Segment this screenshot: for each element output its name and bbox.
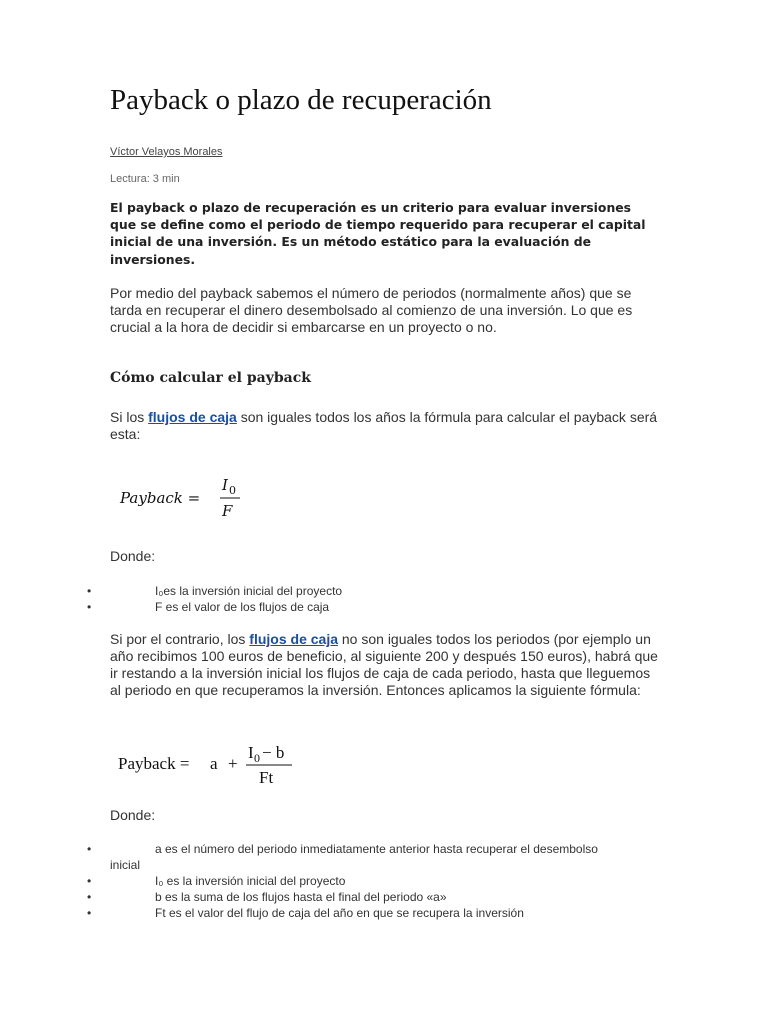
reading-time: Lectura: 3 min (110, 173, 180, 185)
lead-paragraph: El payback o plazo de recuperación es un criterio para evaluar inversiones que se define como el periodo de tiempo requerido para recuperar el capital inicial de una inversión. Es un método estático para la evaluación de inversiones. (110, 200, 646, 267)
list-item-text: F es el valor de los flujos de caja (155, 600, 330, 614)
definitions-list-2 (0, 841, 768, 921)
formula-a: a (210, 754, 218, 773)
list-item (0, 841, 768, 873)
formula-denominator: F (222, 502, 233, 520)
author-link[interactable]: Víctor Velayos Morales (110, 146, 223, 158)
cash-flow-link[interactable]: flujos de caja (249, 631, 338, 647)
list-item (0, 583, 768, 599)
list-item-text: Ft es el valor del flujo de caja del año en que se recupera la inversión (155, 906, 524, 920)
list-item (0, 889, 768, 905)
list-item-text: b es la suma de los flujos hasta el final del periodo «a» (155, 890, 447, 904)
list-item-text: a es el número del periodo inmediatamente anterior hasta recuperar el desembolso inicial (110, 842, 598, 872)
formula-label: Payback = (118, 754, 190, 773)
formula-numerator-sub: 0 (229, 484, 236, 497)
payback-formula-simple (118, 470, 248, 526)
formula-numerator: I (248, 743, 254, 762)
bullet-icon: • (87, 890, 92, 904)
intro-paragraph: Por medio del payback sabemos el número de periodos (normalmente años) que se tarda en recuperar el dinero desembolsado al comienzo de una inversión. Lo que es crucial a la hora de decidir si embarcarse en un proyecto o no. (110, 285, 633, 335)
list-item (0, 599, 768, 615)
paragraph-text: Si por el contrario, los (110, 631, 250, 647)
formula-numerator-rest: − b (262, 743, 285, 762)
formula-numerator: I (222, 476, 228, 494)
article-title: Payback o plazo de recuperación (110, 84, 492, 116)
formula-denominator: Ft (259, 768, 274, 787)
bullet-icon: • (87, 600, 92, 614)
bullet-icon: • (87, 842, 92, 856)
paragraph-text: no son iguales todos los periodos (por ejemplo un año recibimos 100 euros de beneficio, al siguiente 200 y después 150 euros), habrá que ir restando a la inversión inicial los flujos de caja de cada periodo, hasta que lleguemos al periodo en que recuperamos la inversión. Entonces aplicamos la siguiente fórmula: (110, 631, 658, 698)
list-item (0, 905, 768, 921)
list-item (0, 873, 768, 889)
payback-formula-general (116, 738, 316, 794)
donde-label: Donde: (110, 807, 156, 823)
formula-label: Payback = (120, 489, 201, 507)
list-item-text: I₀ es la inversión inicial del proyecto (155, 874, 346, 888)
formula-numerator-sub: 0 (254, 751, 260, 765)
list-item-text: I₀es la inversión inicial del proyecto (155, 584, 343, 598)
paragraph-text: son iguales todos los años la fórmula para calcular el payback será esta: (110, 409, 658, 442)
cash-flow-link[interactable]: flujos de caja (148, 409, 237, 425)
donde-label: Donde: (110, 548, 156, 564)
paragraph-equal-flows (110, 409, 658, 443)
bullet-icon: • (87, 584, 92, 598)
definitions-list-1 (0, 583, 768, 615)
bullet-icon: • (87, 906, 92, 920)
formula-plus: + (228, 754, 238, 773)
bullet-icon: • (87, 874, 92, 888)
paragraph-unequal-flows (110, 631, 658, 699)
section-heading: Cómo calcular el payback (110, 370, 311, 386)
paragraph-text: Si los (110, 409, 149, 425)
